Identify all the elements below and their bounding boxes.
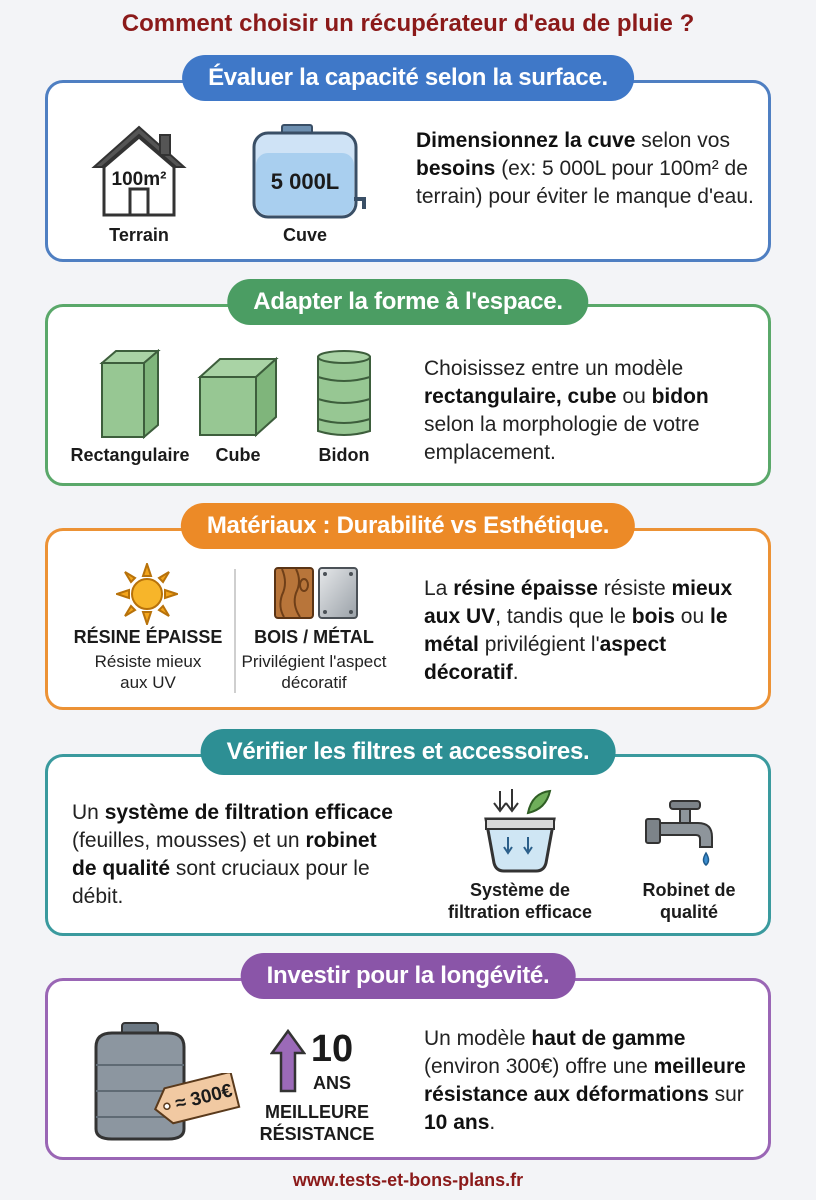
- section-heading: Matériaux : Durabilité vs Esthétique.: [181, 503, 635, 549]
- house-value: 100m²: [111, 169, 167, 190]
- metal-panel-icon: [318, 567, 358, 619]
- footer-link[interactable]: www.tests-et-bons-plans.fr: [292, 1170, 524, 1190]
- section-longevity: [45, 962, 771, 1160]
- section-heading: Vérifier les filtres et accessoires.: [201, 729, 616, 775]
- filter-icon: [478, 787, 562, 873]
- tap-label: Robinet de qualité: [642, 880, 736, 922]
- resistance-label: MEILLEURE RÉSISTANCE: [259, 1102, 375, 1144]
- wood-metal-title: BOIS / MÉTAL: [254, 627, 374, 647]
- price-tag: ≈ 300€: [173, 1080, 235, 1115]
- section-description: Un système de filtration efficace (feuilles, mousses) et un robinet de qualité sont cruciaux pour le débit.: [72, 801, 393, 908]
- page-title: Comment choisir un récupérateur d'eau de pluie ?: [121, 10, 695, 37]
- years-unit: ANS: [312, 1073, 351, 1093]
- section-description: Choisissez entre un modèle rectangulaire, cube ou bidon selon la morphologie de votre emplacement.: [424, 357, 709, 464]
- house-label: Terrain: [109, 225, 169, 245]
- filter-label: Système de filtration efficace: [447, 880, 593, 922]
- barrel-icon: [314, 349, 374, 439]
- tap-icon: [644, 793, 734, 873]
- section-heading: Adapter la forme à l'espace.: [227, 279, 588, 325]
- section-description: Un modèle haut de gamme (environ 300€) offre une meilleure résistance aux déformations sur 10 ans.: [424, 1027, 746, 1134]
- section-heading: Évaluer la capacité selon la surface.: [182, 55, 634, 101]
- section-heading: Investir pour la longévité.: [241, 953, 576, 999]
- section-shape: [45, 288, 771, 486]
- rectangular-label: Rectangulaire: [70, 445, 190, 465]
- section-capacity: [45, 64, 771, 262]
- section-description: Dimensionnez la cuve selon vos besoins (ex: 5 000L pour 100m² de terrain) pour éviter le manque d'eau.: [416, 129, 754, 208]
- section-filters: [45, 738, 771, 936]
- barrel-label: Bidon: [318, 445, 370, 465]
- resin-title: RÉSINE ÉPAISSE: [73, 627, 223, 647]
- cube-tank-icon: [196, 355, 280, 439]
- wood-panel-icon: [274, 567, 314, 619]
- resin-subtitle: Résiste mieux aux UV: [94, 652, 202, 692]
- rectangular-tank-icon: [98, 349, 162, 439]
- arrow-up-icon: [270, 1029, 306, 1093]
- section-materials: [45, 512, 771, 710]
- tank-value: 5 000L: [270, 169, 340, 194]
- wood-metal-subtitle: Privilégient l'aspect décoratif: [241, 652, 387, 692]
- cube-label: Cube: [215, 445, 261, 465]
- section-description: La résine épaisse résiste mieux aux UV, tandis que le bois ou le métal privilégient l'aspect décoratif.: [424, 577, 733, 684]
- years-number: 10: [310, 1028, 354, 1070]
- sun-icon: [116, 563, 178, 625]
- divider: [234, 569, 236, 693]
- tank-label: Cuve: [282, 225, 327, 245]
